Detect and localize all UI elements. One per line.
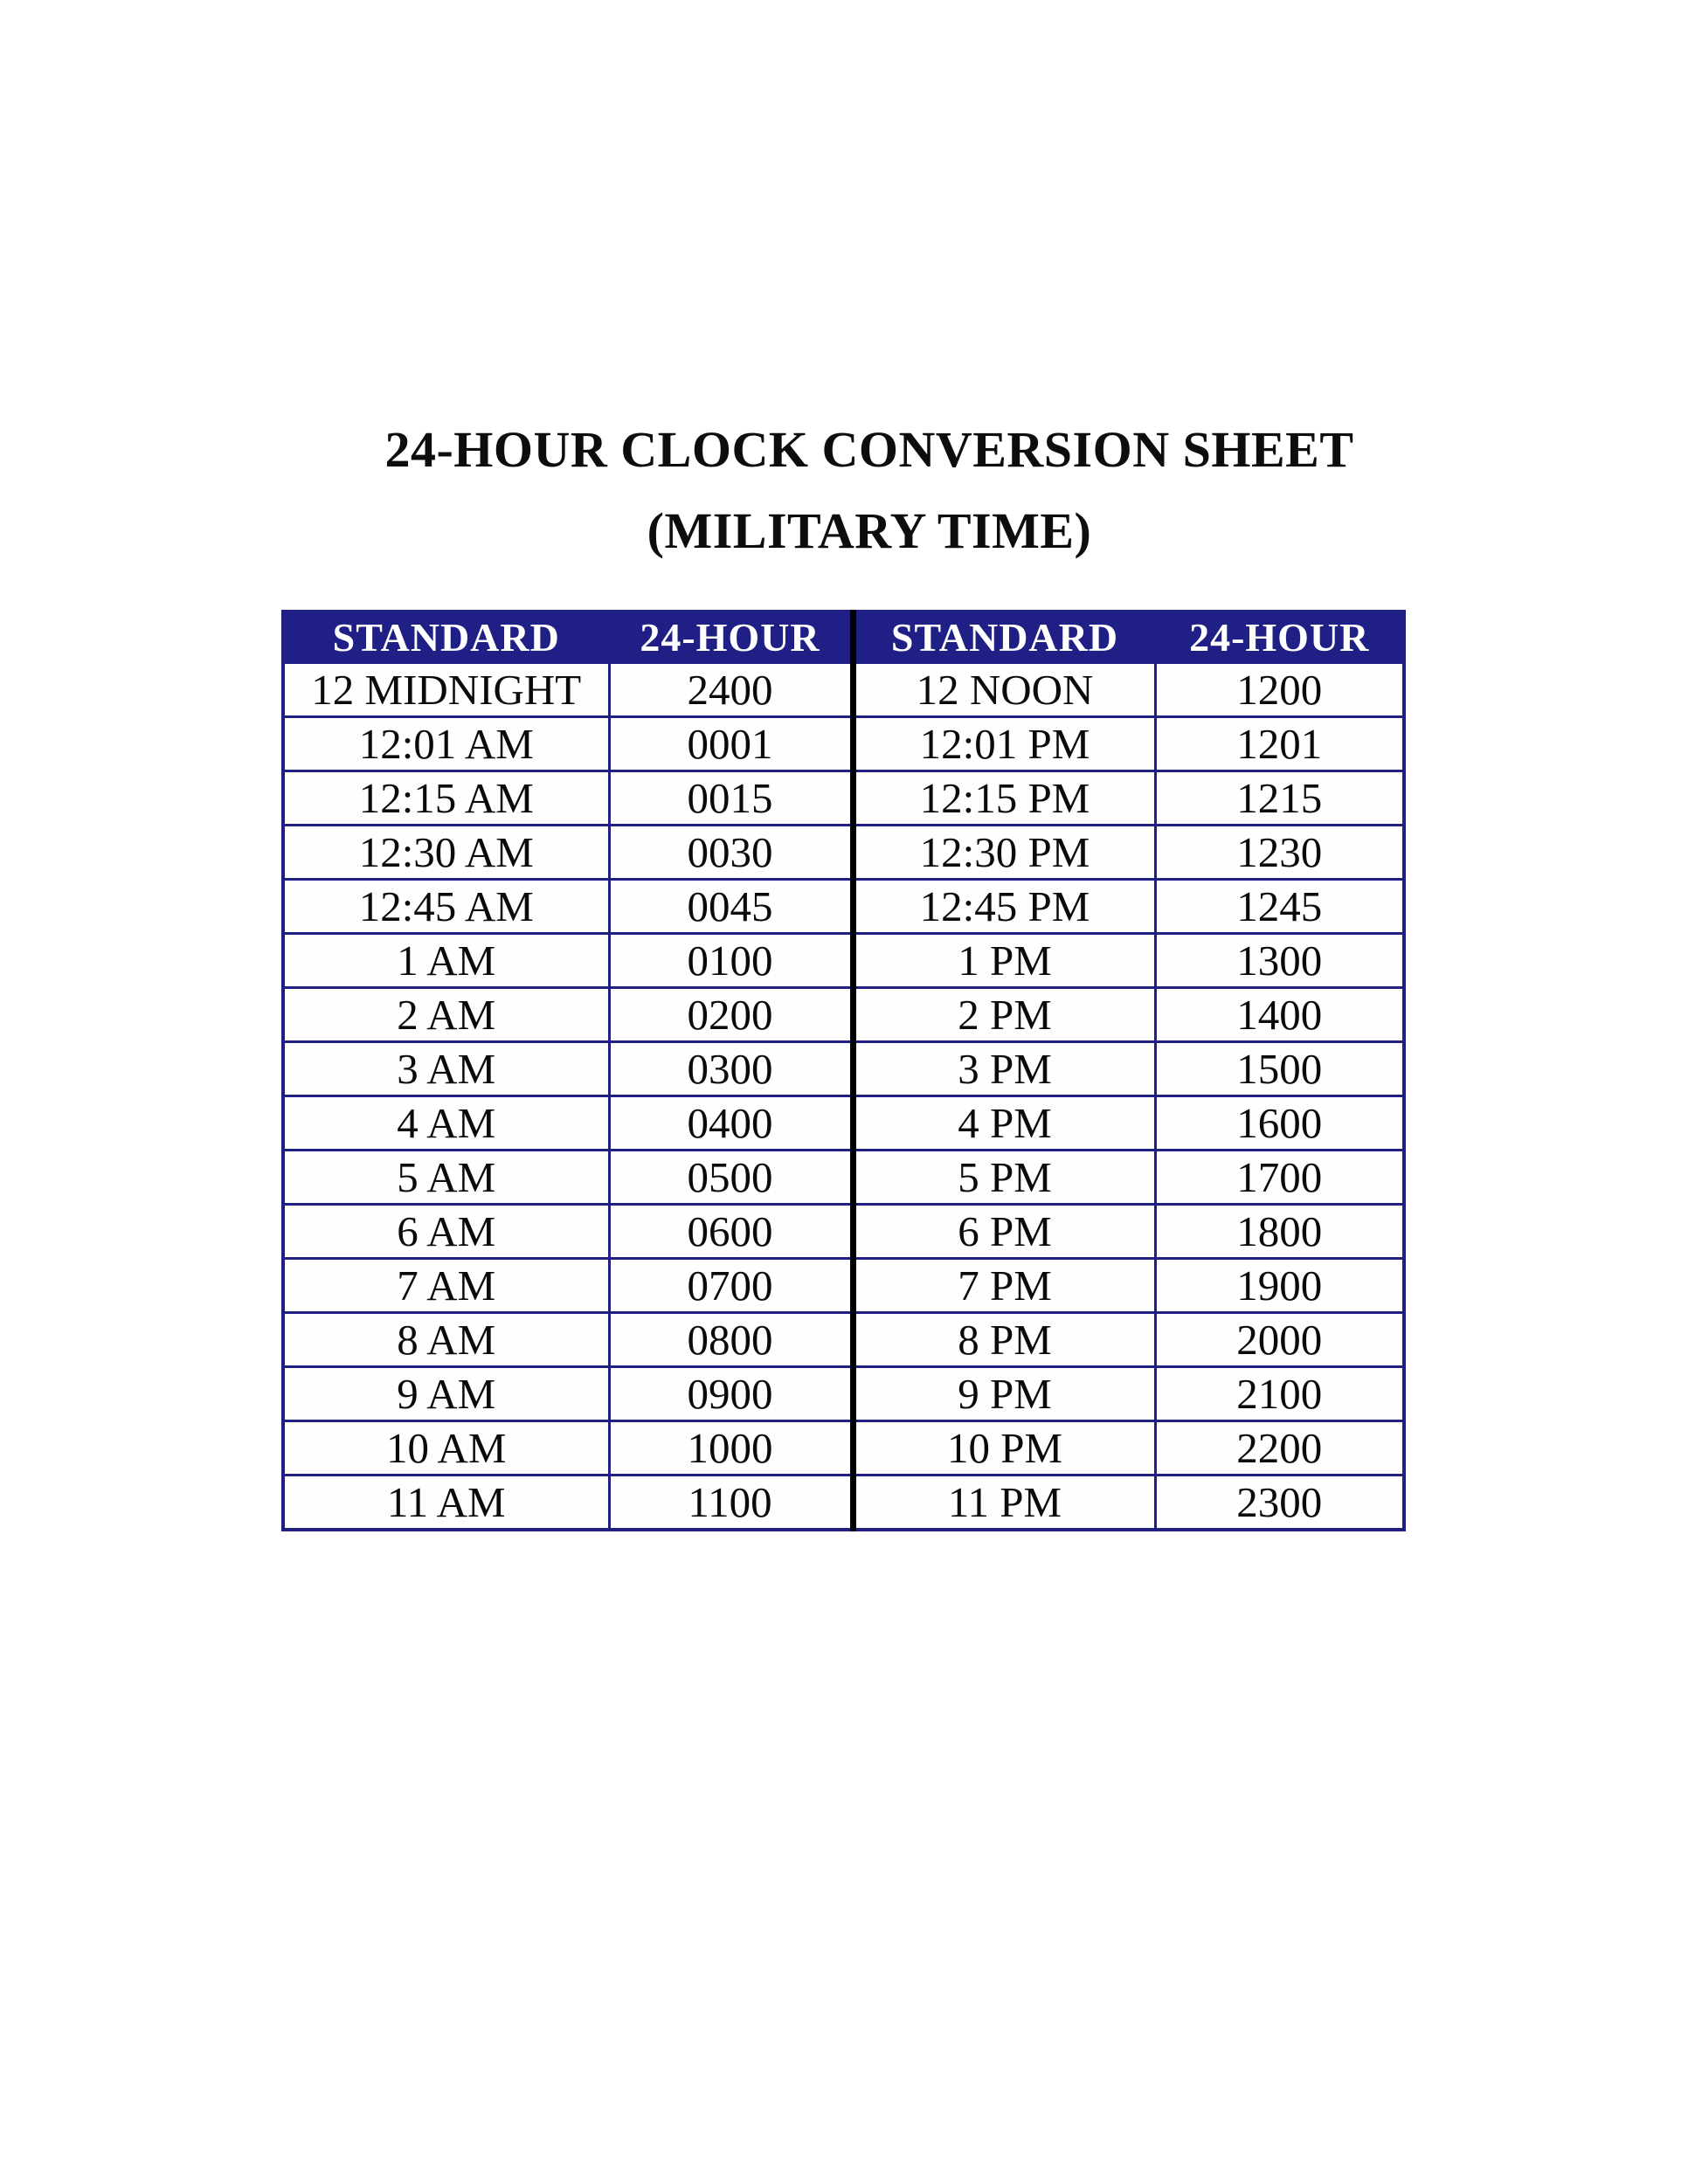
table-row [283, 1096, 1404, 1151]
cell-standard-time: 4 PM [853, 1096, 1155, 1151]
cell-24hour-time: 0001 [609, 717, 853, 771]
cell-standard-time: 11 PM [853, 1476, 1155, 1531]
document-title-block [25, 409, 1688, 571]
cell-standard-time: 10 AM [283, 1421, 609, 1476]
cell-standard-time: 12:15 AM [283, 771, 609, 826]
document-subtitle: (MILITARY TIME) [647, 502, 1092, 559]
table-row [283, 1042, 1404, 1096]
cell-24hour-time: 0700 [609, 1259, 853, 1313]
table-row [283, 1421, 1404, 1476]
cell-24hour-time: 1300 [1155, 934, 1404, 988]
cell-24hour-time: 2200 [1155, 1421, 1404, 1476]
cell-standard-time: 12:01 PM [853, 717, 1155, 771]
table-row [283, 1205, 1404, 1259]
cell-24hour-time: 2100 [1155, 1367, 1404, 1421]
cell-24hour-time: 1215 [1155, 771, 1404, 826]
table-row [283, 934, 1404, 988]
cell-24hour-time: 1230 [1155, 826, 1404, 880]
cell-24hour-time: 0045 [609, 880, 853, 934]
cell-standard-time: 9 AM [283, 1367, 609, 1421]
cell-standard-time: 3 AM [283, 1042, 609, 1096]
cell-standard-time: 12 NOON [853, 663, 1155, 717]
cell-24hour-time: 1100 [609, 1476, 853, 1531]
document-title: 24-HOUR CLOCK CONVERSION SHEET [384, 421, 1354, 478]
cell-24hour-time: 1400 [1155, 988, 1404, 1042]
cell-24hour-time: 0800 [609, 1313, 853, 1367]
cell-standard-time: 4 AM [283, 1096, 609, 1151]
table-row [283, 1259, 1404, 1313]
conversion-table [281, 610, 1406, 1531]
cell-24hour-time: 1245 [1155, 880, 1404, 934]
column-header-24hour-left: 24-HOUR [609, 612, 853, 663]
cell-standard-time: 9 PM [853, 1367, 1155, 1421]
cell-standard-time: 8 AM [283, 1313, 609, 1367]
cell-standard-time: 1 PM [853, 934, 1155, 988]
cell-24hour-time: 0500 [609, 1151, 853, 1205]
cell-standard-time: 5 PM [853, 1151, 1155, 1205]
cell-24hour-time: 0015 [609, 771, 853, 826]
cell-24hour-time: 1600 [1155, 1096, 1404, 1151]
cell-24hour-time: 0900 [609, 1367, 853, 1421]
cell-standard-time: 12 MIDNIGHT [283, 663, 609, 717]
table-row [283, 771, 1404, 826]
table-row [283, 1476, 1404, 1531]
table-row [283, 1151, 1404, 1205]
cell-standard-time: 2 AM [283, 988, 609, 1042]
cell-standard-time: 5 AM [283, 1151, 609, 1205]
cell-24hour-time: 2000 [1155, 1313, 1404, 1367]
cell-24hour-time: 2300 [1155, 1476, 1404, 1531]
cell-24hour-time: 0300 [609, 1042, 853, 1096]
cell-standard-time: 6 AM [283, 1205, 609, 1259]
table-row [283, 826, 1404, 880]
cell-24hour-time: 2400 [609, 663, 853, 717]
cell-24hour-time: 1700 [1155, 1151, 1404, 1205]
cell-24hour-time: 1800 [1155, 1205, 1404, 1259]
cell-standard-time: 12:45 PM [853, 880, 1155, 934]
table-header-row [283, 612, 1404, 663]
cell-24hour-time: 0400 [609, 1096, 853, 1151]
column-header-standard-right: STANDARD [853, 612, 1155, 663]
table-row [283, 1313, 1404, 1367]
cell-standard-time: 7 AM [283, 1259, 609, 1313]
cell-standard-time: 12:30 PM [853, 826, 1155, 880]
cell-standard-time: 2 PM [853, 988, 1155, 1042]
table-row [283, 663, 1404, 717]
cell-standard-time: 7 PM [853, 1259, 1155, 1313]
cell-standard-time: 6 PM [853, 1205, 1155, 1259]
cell-24hour-time: 1500 [1155, 1042, 1404, 1096]
cell-24hour-time: 1000 [609, 1421, 853, 1476]
cell-standard-time: 12:45 AM [283, 880, 609, 934]
cell-standard-time: 12:30 AM [283, 826, 609, 880]
cell-standard-time: 12:01 AM [283, 717, 609, 771]
cell-24hour-time: 1900 [1155, 1259, 1404, 1313]
column-header-24hour-right: 24-HOUR [1155, 612, 1404, 663]
cell-standard-time: 3 PM [853, 1042, 1155, 1096]
cell-24hour-time: 0100 [609, 934, 853, 988]
table-row [283, 880, 1404, 934]
cell-24hour-time: 1201 [1155, 717, 1404, 771]
cell-standard-time: 11 AM [283, 1476, 609, 1531]
cell-24hour-time: 0030 [609, 826, 853, 880]
table-row [283, 988, 1404, 1042]
cell-standard-time: 1 AM [283, 934, 609, 988]
table-row [283, 1367, 1404, 1421]
cell-24hour-time: 0200 [609, 988, 853, 1042]
cell-standard-time: 12:15 PM [853, 771, 1155, 826]
column-header-standard-left: STANDARD [283, 612, 609, 663]
cell-24hour-time: 1200 [1155, 663, 1404, 717]
cell-standard-time: 10 PM [853, 1421, 1155, 1476]
cell-standard-time: 8 PM [853, 1313, 1155, 1367]
table-row [283, 717, 1404, 771]
cell-24hour-time: 0600 [609, 1205, 853, 1259]
